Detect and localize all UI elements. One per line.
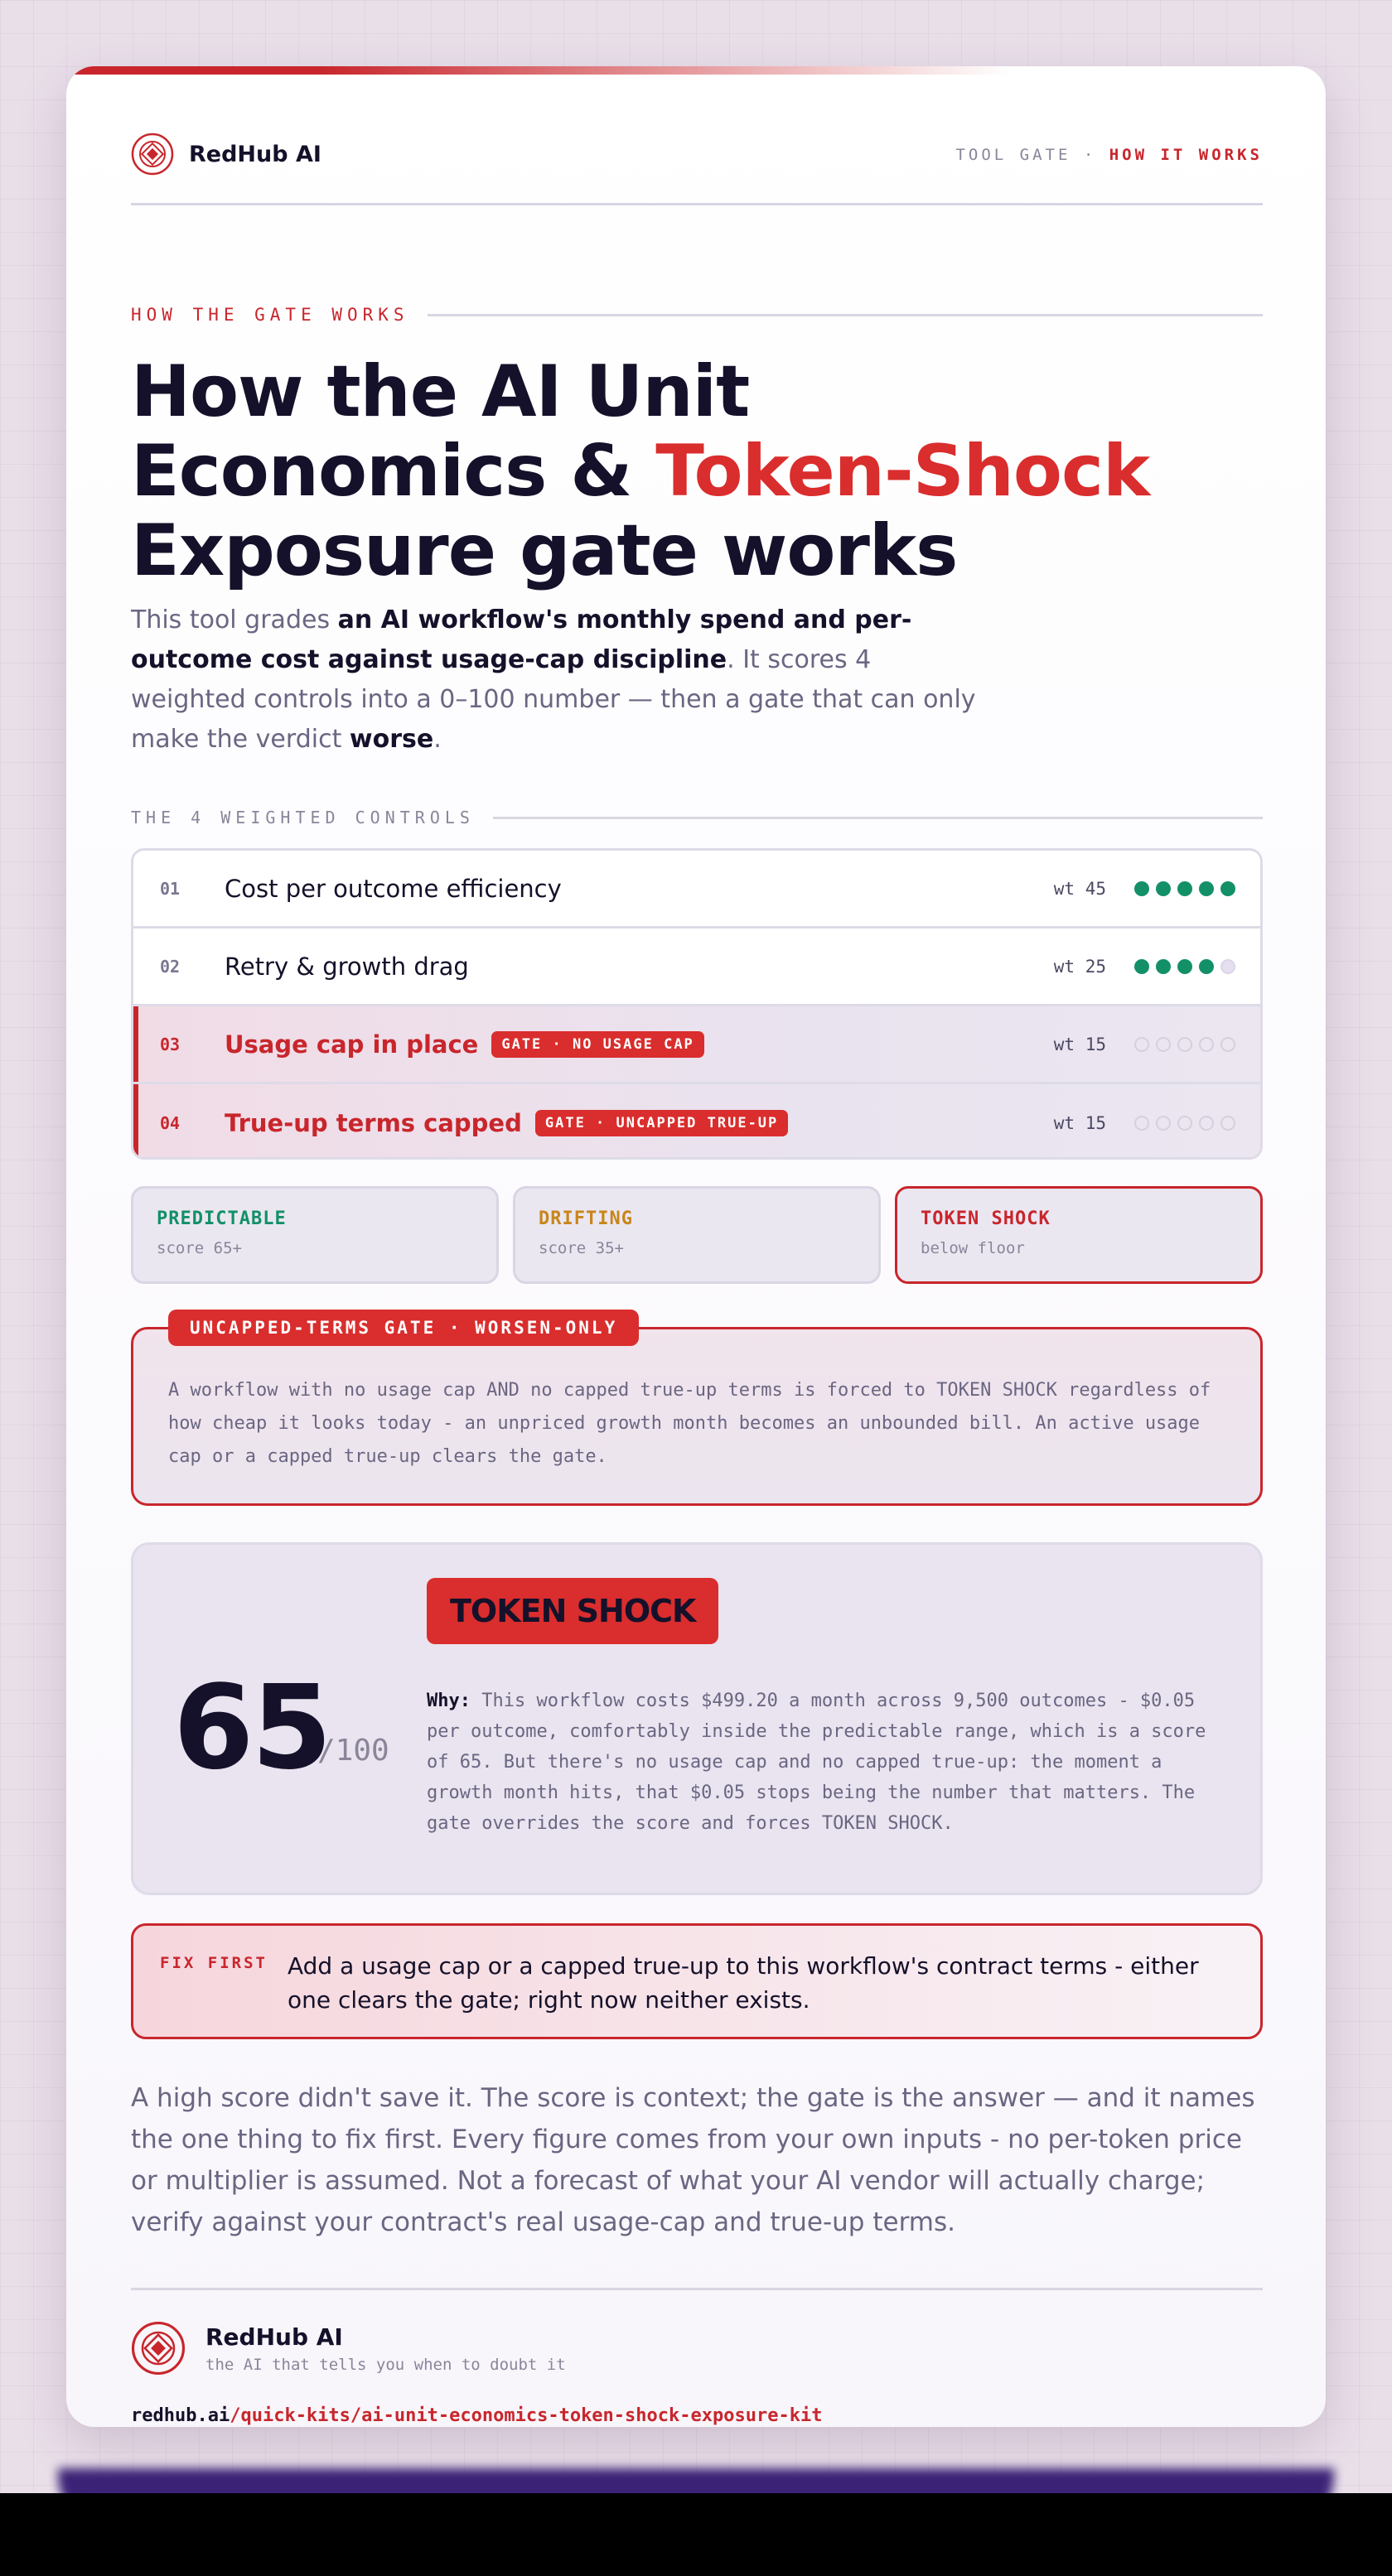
fix-first-callout [131,1923,1263,2039]
rating-dot-empty [1177,1116,1192,1131]
bottom-bar [0,2493,1392,2576]
lede-bold-2: worse [349,725,434,754]
gate-tag: GATE · NO USAGE CAP [491,1031,703,1058]
gate-explainer [131,1318,1263,1506]
rating-dot-empty [1199,1116,1214,1131]
why-label: Why: [427,1691,471,1711]
control-weight-group [1054,957,1235,977]
control-row-3 [133,1006,1260,1084]
content-card [66,66,1326,2427]
kicker-rule [428,314,1263,316]
gate-description: A workflow with no usage cap AND no capped true-up terms is forced to TOKEN SHOCK regardless of how cheap it looks today - an unpriced growth month becomes an unbounded bill. An active usage cap or a capped true-up clears the gate. [168,1380,1211,1467]
rating-dot-filled [1177,959,1192,974]
verdict-explanation [427,1686,1239,1839]
control-rating [1128,959,1235,974]
verdict-tiers [131,1186,1263,1284]
brand-name: RedHub AI [189,141,321,167]
rating-dot-filled [1134,959,1149,974]
footer-tagline: the AI that tells you when to doubt it [205,2355,566,2374]
gate-pill: UNCAPPED-TERMS GATE · WORSEN-ONLY [168,1310,639,1346]
lede [131,601,993,760]
control-weight: wt 15 [1053,1034,1106,1054]
lede-text-2: . It scores 4 weighted controls into a 0–100 number — then a gate that can only make the verdict [131,645,976,754]
footer-brand-text [205,2323,566,2374]
fix-first-text: Add a usage cap or a capped true-up to this workflow's contract terms - either one clears the gate; right now neither exists. [288,1952,1199,2014]
control-number: 04 [160,1113,181,1133]
top-nav [955,146,1263,164]
tier-threshold: score 35+ [539,1239,624,1257]
redhub-logo-icon [131,133,174,176]
tier-drifting [513,1186,881,1284]
lede-text-3: . [433,725,442,754]
rating-dot-filled [1199,881,1214,896]
rating-dot-filled [1177,881,1192,896]
url-path: /quick-kits/ai-unit-economics-token-shock-exposure-kit [230,2405,823,2426]
control-label: Usage cap in place [225,1030,479,1059]
tier-threshold: below floor [921,1239,1025,1257]
control-weight-group [1054,879,1235,899]
tier-token-shock [895,1186,1263,1284]
control-weight-group [1054,1113,1235,1133]
rating-dot-empty [1156,1116,1171,1131]
control-weight: wt 45 [1053,878,1106,899]
lede-bold-1: an AI workflow's monthly spend and per-outcome cost against usage-cap discipline [131,605,912,674]
controls-section-label [131,808,1263,827]
control-label: Retry & growth drag [225,952,469,981]
rating-dot-empty [1199,1037,1214,1052]
redhub-logo-icon [131,2321,186,2376]
control-weight: wt 15 [1053,1113,1106,1133]
control-rating [1128,1116,1235,1131]
gate-tag: GATE · UNCAPPED TRUE-UP [535,1110,788,1136]
tier-threshold: score 65+ [157,1239,242,1257]
rating-dot-empty [1220,1116,1235,1131]
page-title [131,352,1208,591]
score-value: 65 [173,1661,330,1796]
title-line-1: How the AI Unit [131,350,750,433]
controls-label-rule [493,817,1263,819]
footer-rule [131,2288,1263,2290]
nav-how-it-works[interactable]: HOW IT WORKS [1109,146,1263,164]
control-number: 02 [160,956,181,977]
url-domain: redhub.ai [131,2405,230,2426]
rating-dot-empty [1134,1116,1149,1131]
kicker-text: HOW THE GATE WORKS [131,305,409,325]
title-line-3: Exposure gate works [131,509,958,592]
nav-tool-gate[interactable]: TOOL GATE [955,146,1071,164]
tier-name: DRIFTING [539,1208,633,1229]
rating-dot-filled [1199,959,1214,974]
control-number: 01 [160,878,181,899]
rating-dot-filled [1156,881,1171,896]
title-line-2: Economics & [131,430,656,513]
verdict-badge: TOKEN SHOCK [427,1578,718,1644]
tier-predictable [131,1186,499,1284]
brand[interactable] [131,133,321,176]
tier-name: TOKEN SHOCK [921,1208,1051,1229]
control-row-1 [133,851,1260,929]
top-accent-line [66,66,1326,75]
why-text: This workflow costs $499.20 a month across 9,500 outcomes - $0.05 per outcome, comfortably inside the predictable range, which is a score of 65. But there's no usage cap and no capped true-up: the moment a growth month hits, that $0.05 stops being the number that matters. The gate overrides the score and forces TOKEN SHOCK. [427,1691,1206,1834]
title-accent: Token-Shock [655,430,1150,513]
control-rating [1128,1037,1235,1052]
control-weight: wt 25 [1053,956,1106,977]
tier-name: PREDICTABLE [157,1208,287,1229]
control-label: Cost per outcome efficiency [225,874,562,903]
rating-dot-empty [1177,1037,1192,1052]
rating-dot-filled [1134,881,1149,896]
controls-label-text: THE 4 WEIGHTED CONTROLS [131,808,475,827]
closing-note: A high score didn't save it. The score is context; the gate is the answer — and it names the one thing to fix first. Every figure comes from your own inputs - no per-token price or multiplier is assumed. Not a forecast of what your AI vendor will actually charge; verify against your contract's real usage-cap and true-up terms. [131,2083,1255,2237]
score-panel [131,1542,1263,1895]
fix-first-label: FIX FIRST [160,1954,268,1972]
footer-brand-name: RedHub AI [205,2323,343,2351]
rating-dot-empty [1134,1037,1149,1052]
controls-list [131,848,1263,1160]
rating-dot-empty [1220,959,1235,974]
control-weight-group [1054,1035,1235,1054]
footer-brand[interactable] [131,2321,566,2376]
score-max: /100 [317,1734,389,1768]
control-row-2 [133,929,1260,1006]
footer-url-link[interactable] [131,2405,822,2426]
rating-dot-filled [1220,881,1235,896]
rating-dot-filled [1156,959,1171,974]
control-number: 03 [160,1034,181,1054]
lede-text-1: This tool grades [131,605,338,634]
kicker [131,305,1263,325]
control-label: True-up terms capped [225,1109,522,1137]
rating-dot-empty [1156,1037,1171,1052]
nav-separator: · [1071,146,1109,164]
rating-dot-empty [1220,1037,1235,1052]
control-rating [1128,881,1235,896]
control-row-4 [133,1084,1260,1160]
